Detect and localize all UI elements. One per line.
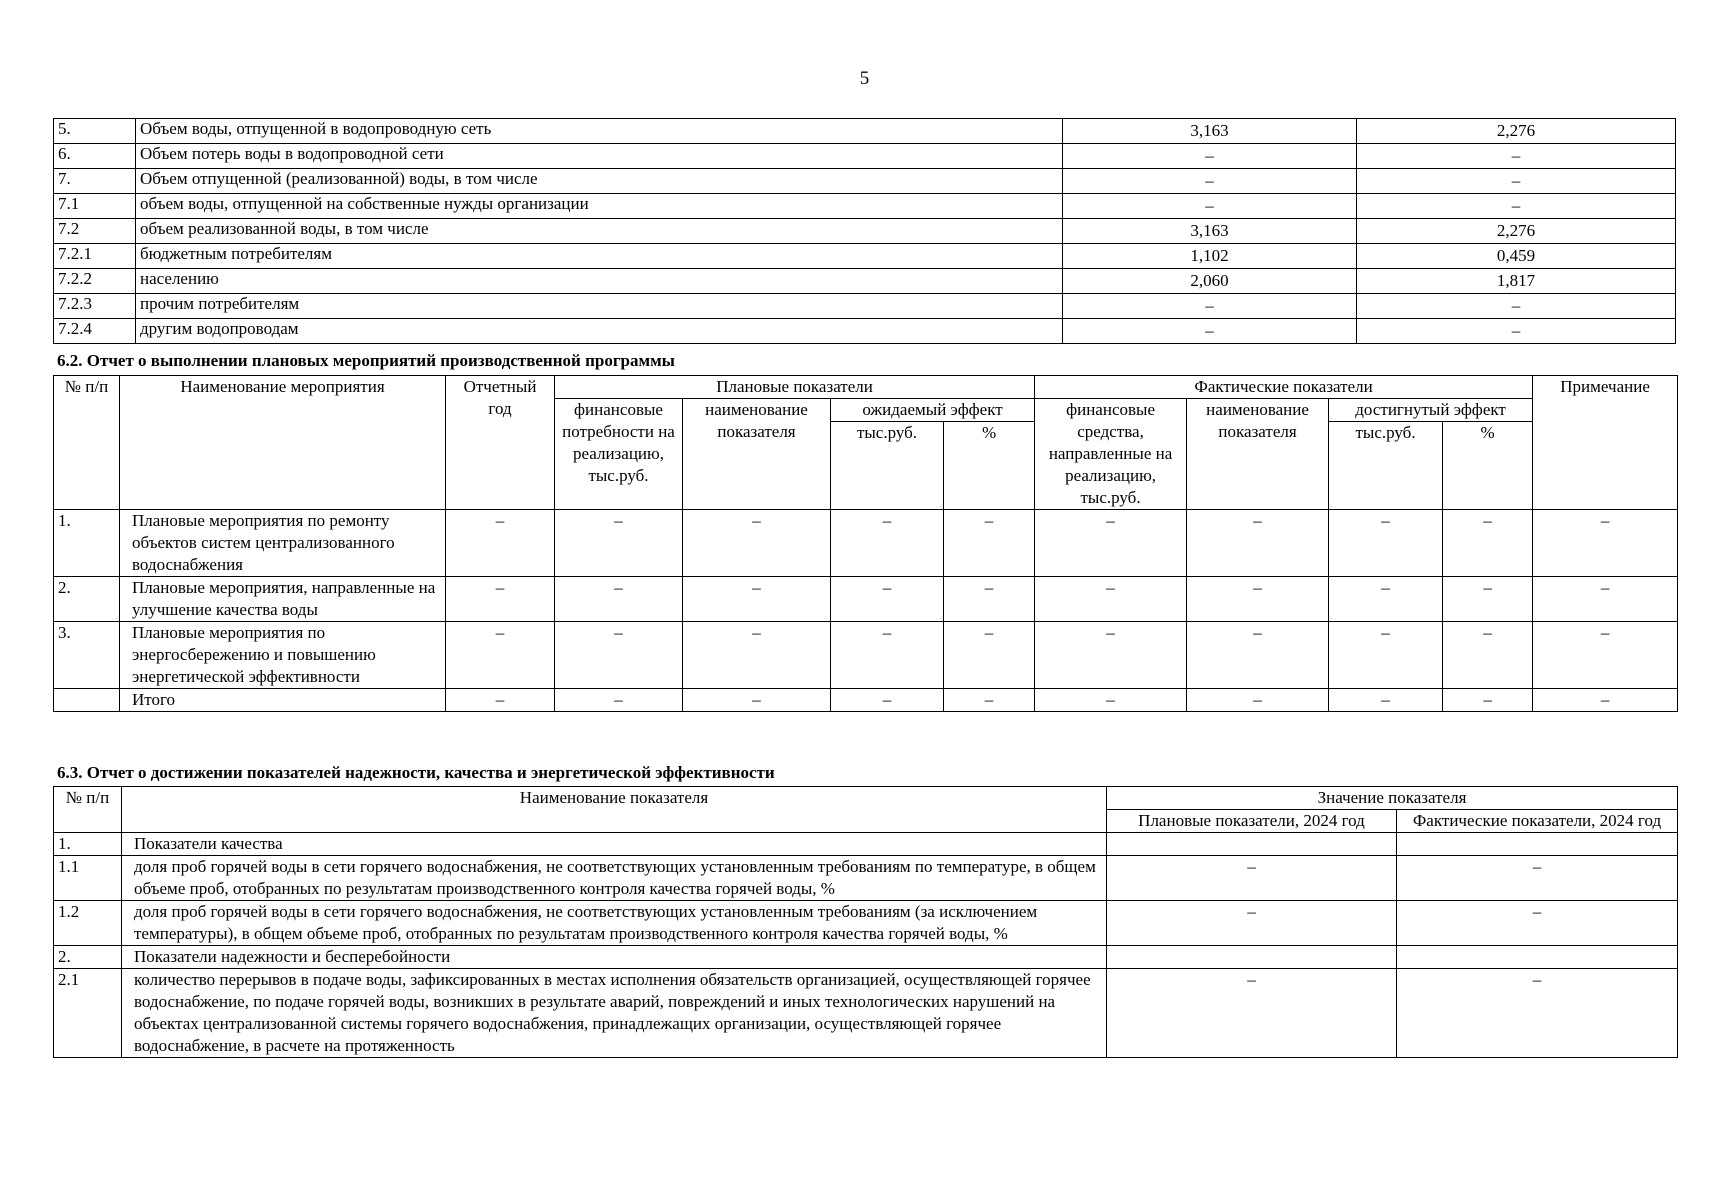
row-number: 7.1 bbox=[54, 194, 136, 219]
table-row bbox=[54, 144, 1676, 169]
header-num: № п/п bbox=[54, 787, 122, 833]
cell-value: – bbox=[1035, 577, 1187, 622]
header-indicator-name-actual: наименование показателя bbox=[1187, 399, 1329, 510]
value-actual: – bbox=[1357, 144, 1676, 169]
cell-value: – bbox=[446, 510, 555, 577]
header-measure-name: Наименование мероприятия bbox=[120, 376, 446, 510]
section-6-2-title: 6.2. Отчет о выполнении плановых мероприятий производственной программы bbox=[57, 351, 675, 370]
table-row bbox=[54, 119, 1676, 144]
row-number: 7.2 bbox=[54, 219, 136, 244]
value-actual: – bbox=[1357, 169, 1676, 194]
row-name: прочим потребителям bbox=[136, 294, 1063, 319]
cell-value: – bbox=[683, 510, 831, 577]
row-name: Показатели качества bbox=[122, 833, 1107, 856]
planned-measures-table bbox=[53, 375, 1678, 712]
row-number: 6. bbox=[54, 144, 136, 169]
row-name: объем воды, отпущенной на собственные нужды организации bbox=[136, 194, 1063, 219]
row-name: Объем отпущенной (реализованной) воды, в том числе bbox=[136, 169, 1063, 194]
cell-value: – bbox=[831, 689, 944, 712]
cell-value: – bbox=[555, 689, 683, 712]
cell-value: – bbox=[1329, 577, 1443, 622]
row-number: 7.2.2 bbox=[54, 269, 136, 294]
cell-value: – bbox=[1533, 577, 1678, 622]
cell-value: – bbox=[683, 622, 831, 689]
row-number: 7.2.1 bbox=[54, 244, 136, 269]
row-number: 3. bbox=[54, 622, 120, 689]
row-name: бюджетным потребителям bbox=[136, 244, 1063, 269]
cell-value: – bbox=[1329, 689, 1443, 712]
header-fin-means: финансовые средства, направленные на реализацию, тыс.руб. bbox=[1035, 399, 1187, 510]
value-planned: 3,163 bbox=[1063, 219, 1357, 244]
table-row bbox=[54, 294, 1676, 319]
cell-value: – bbox=[831, 510, 944, 577]
cell-value: – bbox=[1035, 689, 1187, 712]
cell-value: – bbox=[555, 510, 683, 577]
cell-value: – bbox=[1443, 689, 1533, 712]
cell-value: – bbox=[1443, 577, 1533, 622]
value-actual: – bbox=[1357, 194, 1676, 219]
row-number: 2.1 bbox=[54, 969, 122, 1058]
value-planned: – bbox=[1063, 194, 1357, 219]
cell-value: – bbox=[1187, 689, 1329, 712]
cell-value: – bbox=[831, 622, 944, 689]
row-number: 1. bbox=[54, 833, 122, 856]
cell-value: – bbox=[1187, 577, 1329, 622]
table-row bbox=[54, 194, 1676, 219]
header-actual-2024: Фактические показатели, 2024 год bbox=[1397, 810, 1678, 833]
cell-value: – bbox=[1533, 689, 1678, 712]
row-number bbox=[54, 689, 120, 712]
table-row bbox=[54, 901, 1678, 946]
value-planned: – bbox=[1063, 319, 1357, 344]
value-actual: 0,459 bbox=[1357, 244, 1676, 269]
table-row bbox=[54, 969, 1678, 1058]
row-name: Показатели надежности и бесперебойности bbox=[122, 946, 1107, 969]
header-percent: % bbox=[944, 422, 1035, 510]
header-indicator-value: Значение показателя bbox=[1107, 787, 1678, 810]
header-report-year: Отчетный год bbox=[446, 376, 555, 510]
value-planned bbox=[1107, 946, 1397, 969]
value-actual: – bbox=[1357, 319, 1676, 344]
cell-value: – bbox=[446, 622, 555, 689]
cell-value: – bbox=[1443, 622, 1533, 689]
cell-value: – bbox=[683, 689, 831, 712]
cell-value: – bbox=[446, 577, 555, 622]
value-planned: – bbox=[1107, 901, 1397, 946]
row-name: доля проб горячей воды в сети горячего водоснабжения, не соответствующих установленным требованиям по температуре, в общем объеме проб, отобранных по результатам производственного контроля качества горячей воды, % bbox=[122, 856, 1107, 901]
row-name: Плановые мероприятия по энергосбережению и повышению энергетической эффективности bbox=[120, 622, 446, 689]
value-actual: 1,817 bbox=[1357, 269, 1676, 294]
table-row bbox=[54, 319, 1676, 344]
cell-value: – bbox=[555, 577, 683, 622]
row-name: Итого bbox=[120, 689, 446, 712]
row-name: Объем воды, отпущенной в водопроводную сеть bbox=[136, 119, 1063, 144]
cell-value: – bbox=[1443, 510, 1533, 577]
header-planned-2024: Плановые показатели, 2024 год bbox=[1107, 810, 1397, 833]
cell-value: – bbox=[1329, 510, 1443, 577]
table-row bbox=[54, 219, 1676, 244]
value-planned: 2,060 bbox=[1063, 269, 1357, 294]
value-planned bbox=[1107, 833, 1397, 856]
value-planned: 3,163 bbox=[1063, 119, 1357, 144]
row-number: 5. bbox=[54, 119, 136, 144]
header-indicator-name: Наименование показателя bbox=[122, 787, 1107, 833]
row-number: 2. bbox=[54, 577, 120, 622]
value-planned: – bbox=[1107, 969, 1397, 1058]
water-volume-table bbox=[53, 118, 1676, 344]
cell-value: – bbox=[944, 510, 1035, 577]
row-name: Объем потерь воды в водопроводной сети bbox=[136, 144, 1063, 169]
value-actual bbox=[1397, 833, 1678, 856]
row-name: Плановые мероприятия, направленные на улучшение качества воды bbox=[120, 577, 446, 622]
value-planned: – bbox=[1063, 169, 1357, 194]
header-planned: Плановые показатели bbox=[555, 376, 1035, 399]
cell-value: – bbox=[1035, 510, 1187, 577]
cell-value: – bbox=[1329, 622, 1443, 689]
cell-value: – bbox=[944, 577, 1035, 622]
header-thousand-rub: тыс.руб. bbox=[831, 422, 944, 510]
header-thousand-rub-actual: тыс.руб. bbox=[1329, 422, 1443, 510]
cell-value: – bbox=[555, 622, 683, 689]
cell-value: – bbox=[1533, 510, 1678, 577]
value-planned: 1,102 bbox=[1063, 244, 1357, 269]
table-row bbox=[54, 510, 1678, 577]
cell-value: – bbox=[1035, 622, 1187, 689]
row-number: 7. bbox=[54, 169, 136, 194]
cell-value: – bbox=[1533, 622, 1678, 689]
cell-value: – bbox=[683, 577, 831, 622]
header-actual: Фактические показатели bbox=[1035, 376, 1533, 399]
header-indicator-name: наименование показателя bbox=[683, 399, 831, 510]
value-planned: – bbox=[1063, 294, 1357, 319]
table-row bbox=[54, 244, 1676, 269]
value-actual: – bbox=[1397, 901, 1678, 946]
table-row bbox=[54, 269, 1676, 294]
indicators-table bbox=[53, 786, 1678, 1058]
value-actual: – bbox=[1357, 294, 1676, 319]
row-number: 1.1 bbox=[54, 856, 122, 901]
row-name: доля проб горячей воды в сети горячего водоснабжения, не соответствующих установленным требованиям (за исключением температуры), в общем объеме проб, отобранных по результатам производственного контроля качества горячей воды, % bbox=[122, 901, 1107, 946]
page-number: 5 bbox=[859, 68, 870, 89]
row-number: 1.2 bbox=[54, 901, 122, 946]
header-percent-actual: % bbox=[1443, 422, 1533, 510]
row-number: 2. bbox=[54, 946, 122, 969]
table-row bbox=[54, 577, 1678, 622]
table-row bbox=[54, 856, 1678, 901]
table-row bbox=[54, 622, 1678, 689]
cell-value: – bbox=[944, 689, 1035, 712]
cell-value: – bbox=[944, 622, 1035, 689]
row-name: объем реализованной воды, в том числе bbox=[136, 219, 1063, 244]
row-name: другим водопроводам bbox=[136, 319, 1063, 344]
header-fin-needs: финансовые потребности на реализацию, тыс.руб. bbox=[555, 399, 683, 510]
cell-value: – bbox=[831, 577, 944, 622]
row-name: количество перерывов в подаче воды, зафиксированных в местах исполнения обязательств организацией, осуществляющей горячее водоснабжение, по подаче горячей воды, возникших в результате аварий, повреждений и иных технологических нарушений на объектах централизованной системы горячего водоснабжения, принадлежащих организации, осуществляющей горячее водоснабжение, в расчете на протяженность bbox=[122, 969, 1107, 1058]
value-actual: 2,276 bbox=[1357, 119, 1676, 144]
table-row bbox=[54, 833, 1678, 856]
value-actual: – bbox=[1397, 969, 1678, 1058]
row-number: 1. bbox=[54, 510, 120, 577]
value-planned: – bbox=[1063, 144, 1357, 169]
section-6-3-title: 6.3. Отчет о достижении показателей надежности, качества и энергетической эффективности bbox=[57, 763, 775, 782]
value-planned: – bbox=[1107, 856, 1397, 901]
value-actual bbox=[1397, 946, 1678, 969]
cell-value: – bbox=[1187, 510, 1329, 577]
value-actual: – bbox=[1397, 856, 1678, 901]
row-number: 7.2.4 bbox=[54, 319, 136, 344]
table-row-total bbox=[54, 689, 1678, 712]
header-expected-effect: ожидаемый эффект bbox=[831, 399, 1035, 422]
header-note: Примечание bbox=[1533, 376, 1678, 510]
row-number: 7.2.3 bbox=[54, 294, 136, 319]
table-row bbox=[54, 169, 1676, 194]
row-name: Плановые мероприятия по ремонту объектов систем централизованного водоснабжения bbox=[120, 510, 446, 577]
header-achieved-effect: достигнутый эффект bbox=[1329, 399, 1533, 422]
header-num: № п/п bbox=[54, 376, 120, 510]
value-actual: 2,276 bbox=[1357, 219, 1676, 244]
table-row bbox=[54, 946, 1678, 969]
cell-value: – bbox=[1187, 622, 1329, 689]
cell-value: – bbox=[446, 689, 555, 712]
row-name: населению bbox=[136, 269, 1063, 294]
